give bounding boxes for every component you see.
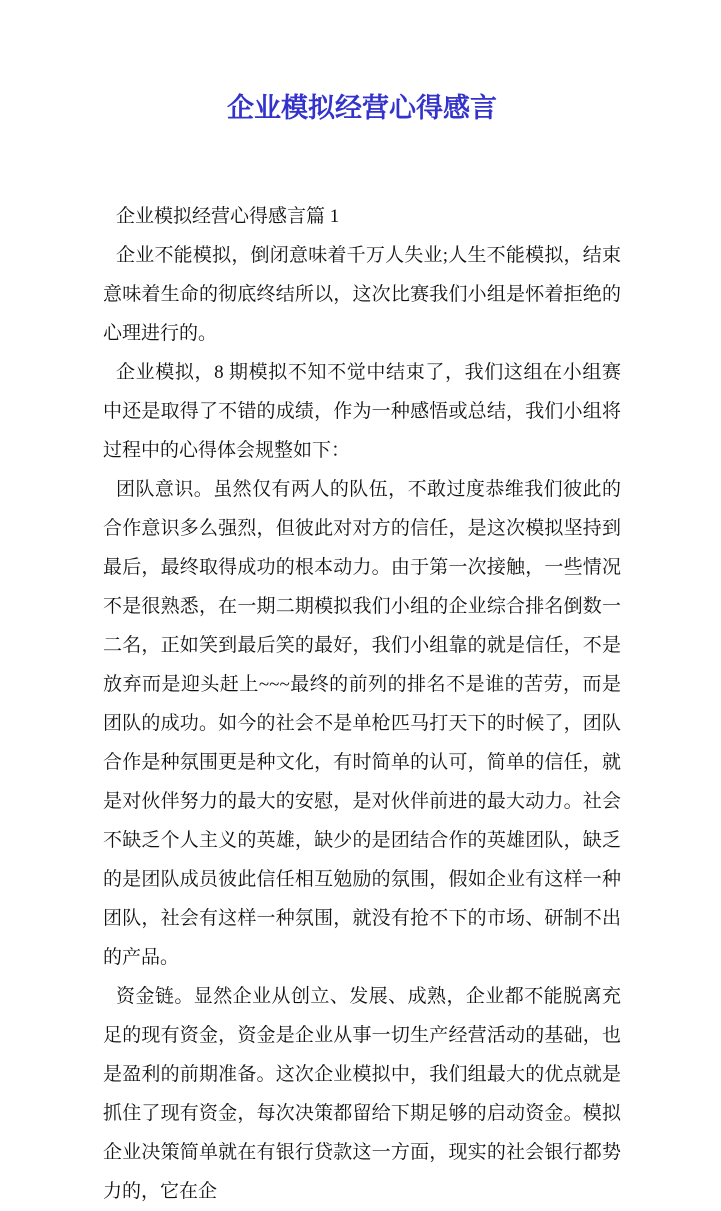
paragraph: 企业模拟，8 期模拟不知不觉中结束了，我们这组在小组赛中还是取得了不错的成绩，作为一种感悟或总结，我们小组将过程中的心得体会规整如下： xyxy=(103,362,621,461)
document-body xyxy=(103,197,621,1211)
paragraph: 资金链。显然企业从创立、发展、成熟，企业都不能脱离充足的现有资金，资金是企业从事一切生产经营活动的基础，也是盈利的前期准备。这次企业模拟中，我们组最大的优点就是抓住了现有资金，每次决策都留给下期足够的启动资金。模拟企业决策简单就在有银行贷款这一方面，现实的社会银行都势力的，它在企 xyxy=(103,986,621,1202)
paragraph: 企业不能模拟，倒闭意味着千万人失业;人生不能模拟，结束意味着生命的彻底终结所以，这次比赛我们小组是怀着拒绝的心理进行的。 xyxy=(103,245,621,344)
section-heading: 企业模拟经营心得感言篇 1 xyxy=(116,206,340,227)
paragraph: 团队意识。虽然仅有两人的队伍，不敢过度恭维我们彼此的合作意识多么强烈，但彼此对对方的信任，是这次模拟坚持到最后，最终取得成功的根本动力。由于第一次接触，一些情况不是很熟悉，在一期二期模拟我们小组的企业综合排名倒数一二名，正如笑到最后笑的最好，我们小组靠的就是信任，不是放弃而是迎头赶上~~~最终的前列的排名不是谁的苦劳，而是团队的成功。如今的社会不是单枪匹马打天下的时候了，团队合作是种氛围更是种文化，有时简单的认可，简单的信任，就是对伙伴努力的最大的安慰，是对伙伴前进的最大动力。社会不缺乏个人主义的英雄，缺少的是团结合作的英雄团队，缺乏的是团队成员彼此信任相互勉励的氛围，假如企业有这样一种团队，社会有这样一种氛围，就没有抢不下的市场、研制不出的产品。 xyxy=(103,479,621,968)
document-title: 企业模拟经营心得感言 xyxy=(227,93,497,123)
